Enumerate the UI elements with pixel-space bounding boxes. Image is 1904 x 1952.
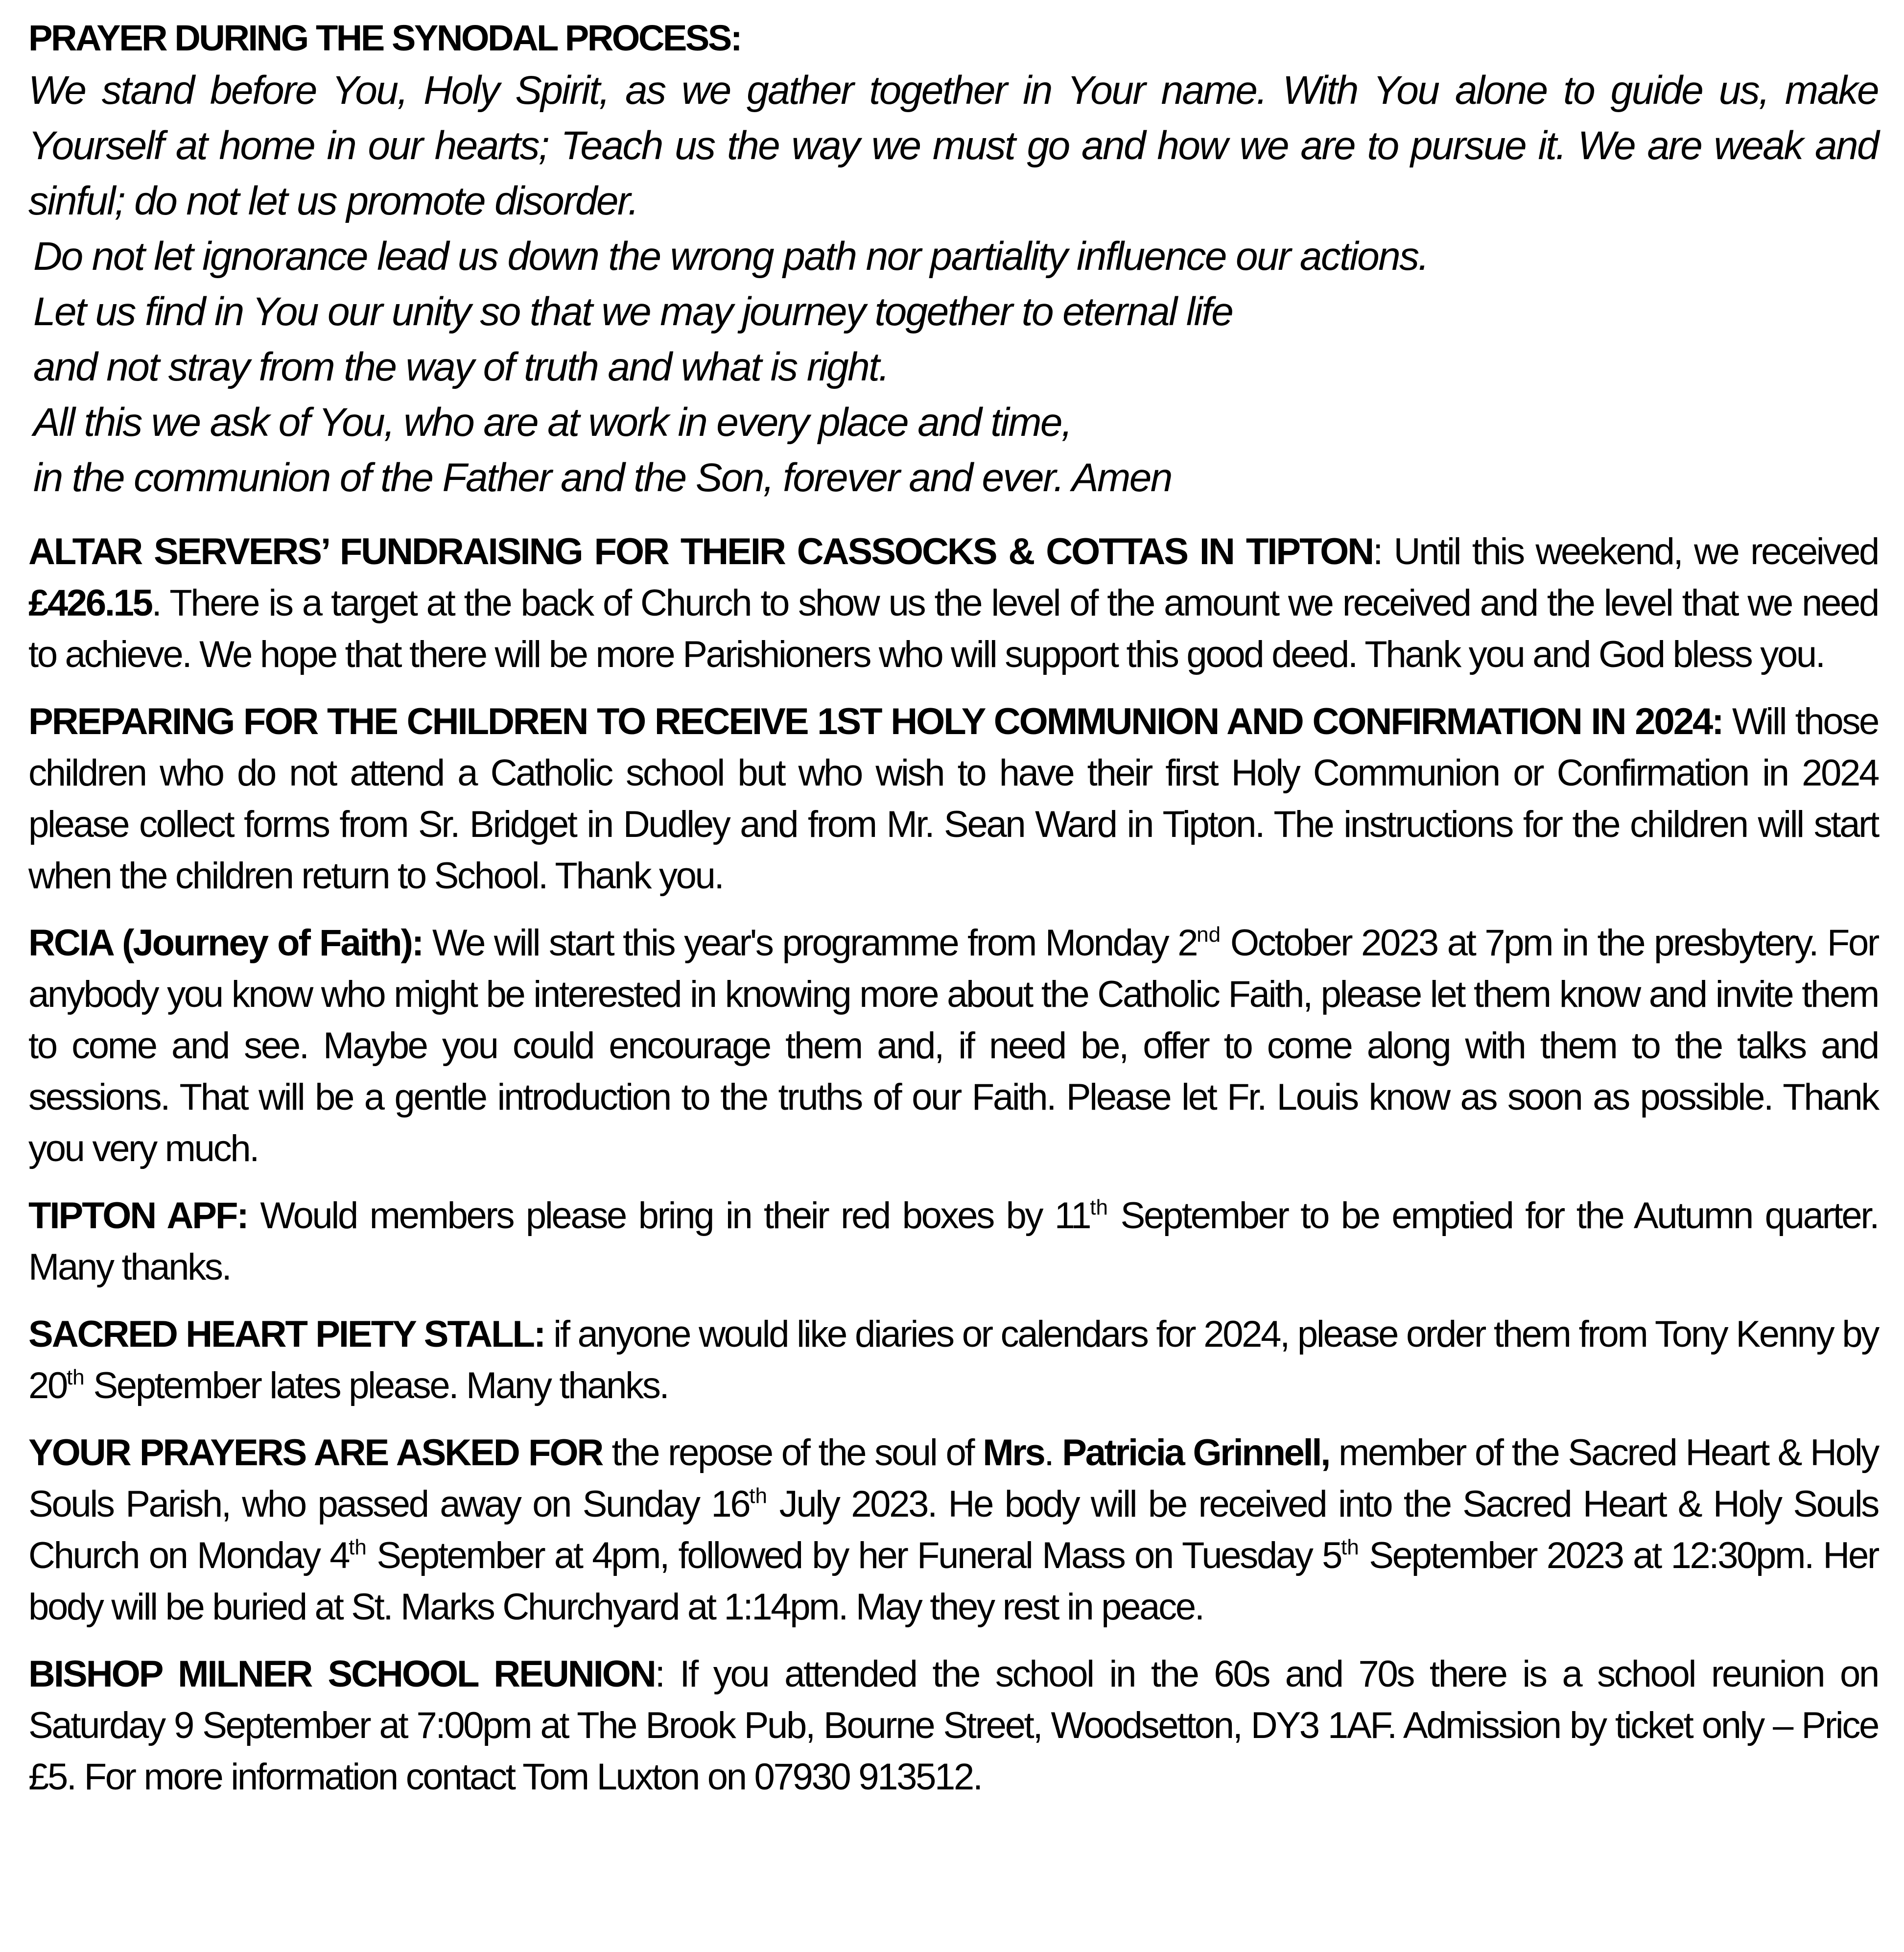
ordinal-suffix: th xyxy=(349,1535,367,1559)
altar-servers-text: : Until this weekend, we received xyxy=(1373,531,1879,572)
rcia-heading: RCIA (Journey of Faith): xyxy=(28,922,423,964)
ordinal-suffix: th xyxy=(1090,1195,1108,1219)
prayer-line: Do not let ignorance lead us down the wrong path nor partiality influence our actions. xyxy=(33,234,1428,279)
altar-servers-notice xyxy=(28,526,1878,680)
prayer-line: in the communion of the Father and the Son, forever and ever. Amen xyxy=(33,455,1172,500)
rcia-text: We will start this year's programme from Monday 2 xyxy=(423,922,1197,964)
synodal-prayer-section xyxy=(28,14,1878,505)
ordinal-suffix: th xyxy=(1341,1535,1359,1559)
communion-heading: PREPARING FOR THE CHILDREN TO RECEIVE 1ST HOLY COMMUNION AND CONFIRMATION IN 2024: xyxy=(28,701,1723,742)
prayers-text: . xyxy=(1044,1432,1062,1474)
reunion-text: : If you attended the school in the 60s and 70s there is a school reunion on Saturday 9 September at 7:00pm at The Brook Pub, Bourne Street, Woodsetton, DY3 1AF. Admission by ticket only – Price £5. For more information contact Tom Luxton on 07930 913512. xyxy=(28,1653,1878,1798)
reunion-notice xyxy=(28,1648,1878,1803)
deceased-name: Patricia Grinnell, xyxy=(1062,1432,1330,1474)
prayers-text: September 2023 at 12:30pm. Her body will be buried at St. Marks Churchyard at 1:14pm. May they rest in peace. xyxy=(28,1535,1878,1628)
apf-text: September to be emptied for the Autumn quarter. Many thanks. xyxy=(28,1195,1879,1288)
prayer-line: All this we ask of You, who are at work in every place and time, xyxy=(33,400,1072,445)
fundraising-amount: £426.15 xyxy=(28,582,152,624)
piety-stall-notice xyxy=(28,1309,1878,1411)
altar-servers-text: . There is a target at the back of Church to show us the level of the amount we received and the level that we need to achieve. We hope that there will be more Parishioners who will support this good deed. Thank you and God bless you. xyxy=(28,582,1878,675)
prayer-title: PRAYER DURING THE SYNODAL PROCESS: xyxy=(28,18,741,58)
ordinal-suffix: th xyxy=(749,1484,767,1508)
rcia-notice xyxy=(28,917,1878,1174)
reunion-heading: BISHOP MILNER SCHOOL REUNION xyxy=(28,1653,655,1695)
prayer-opening: We stand before You, Holy Spirit, as we gather together in Your name. With You alone to guide us, make Yourself at home in our hearts; Teach us the way we must go and how we are to pursue it. We are weak and sinful; do not let us promote disorder. xyxy=(28,68,1878,223)
prayers-heading: YOUR PRAYERS ARE ASKED FOR xyxy=(28,1432,603,1474)
ordinal-suffix: th xyxy=(66,1365,85,1389)
prayers-text: the repose of the soul of xyxy=(602,1432,983,1474)
rcia-text: October 2023 at 7pm in the presbytery. For anybody you know who might be interested in knowing more about the Catholic Faith, please let them know and invite them to come and see. Maybe you could encourage them and, if need be, offer to come along with them to the talks and sessions. That will be a gentle introduction to the truths of our Faith. Please let Fr. Louis know as soon as possible. Thank you very much. xyxy=(28,922,1878,1169)
communion-text: Will those children who do not attend a Catholic school but who wish to have their first Holy Communion or Confirmation in 2024 please collect forms from Sr. Bridget in Dudley and from Mr. Sean Ward in Tipton. The instructions for the children will start when the children return to School. Thank you. xyxy=(28,701,1878,897)
prayer-line: and not stray from the way of truth and what is right. xyxy=(33,345,889,389)
prayers-text: member of the Sacred Heart & Holy Souls Parish, who passed away on Sunday 16 xyxy=(28,1432,1878,1525)
newsletter-page xyxy=(28,14,1878,1803)
piety-stall-text: September lates please. Many thanks. xyxy=(84,1365,668,1406)
prayers-text: July 2023. He body will be received into the Sacred Heart & Holy Souls Church on Monday 4 xyxy=(28,1483,1878,1576)
apf-text: Would members please bring in their red boxes by 11 xyxy=(247,1195,1090,1237)
ordinal-suffix: nd xyxy=(1197,923,1221,947)
prayers-notice xyxy=(28,1427,1878,1633)
prayer-line: Let us find in You our unity so that we may journey together to eternal life xyxy=(33,289,1233,334)
piety-stall-text: if anyone would like diaries or calendars for 2024, please order them from Tony Kenny by 20 xyxy=(28,1313,1878,1406)
piety-stall-heading: SACRED HEART PIETY STALL: xyxy=(28,1313,545,1355)
communion-notice xyxy=(28,696,1878,902)
prayers-text: September at 4pm, followed by her Funeral Mass on Tuesday 5 xyxy=(366,1535,1341,1576)
apf-heading: TIPTON APF: xyxy=(28,1195,248,1237)
deceased-title: Mrs xyxy=(983,1432,1044,1474)
apf-notice xyxy=(28,1190,1878,1293)
altar-servers-heading: ALTAR SERVERS’ FUNDRAISING FOR THEIR CASSOCKS & COTTAS IN TIPTON xyxy=(28,531,1373,572)
